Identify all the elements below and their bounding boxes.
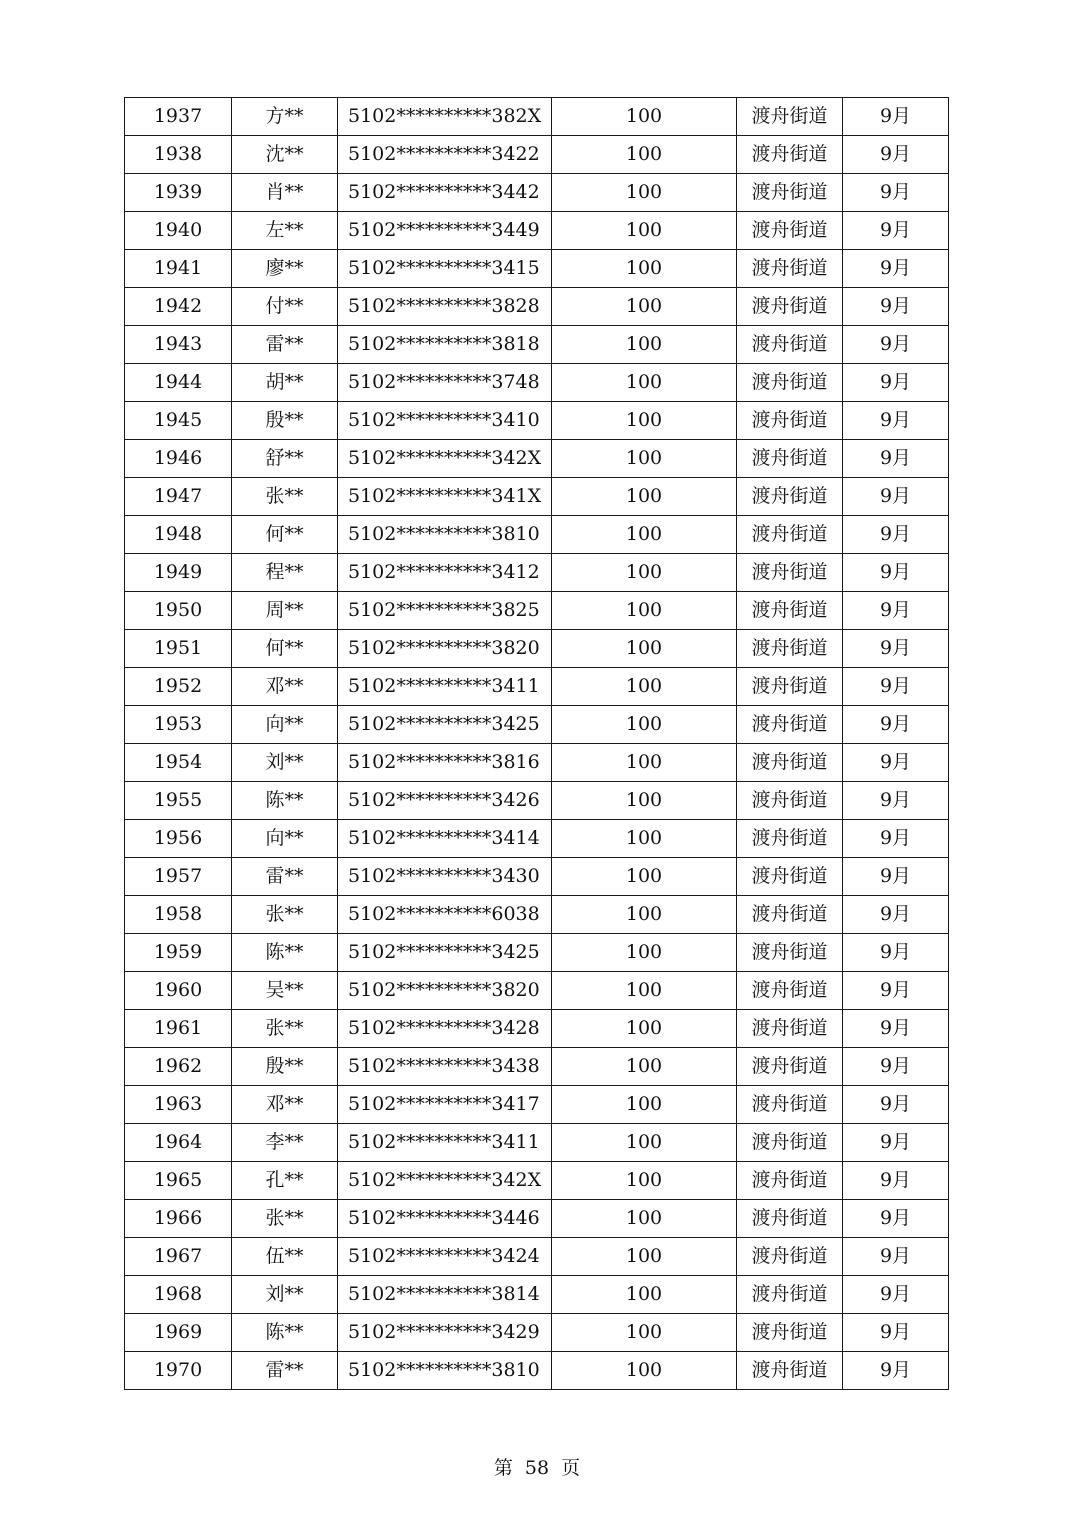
table-row — [125, 782, 949, 820]
name-cell: 向** — [232, 706, 338, 744]
amount-cell: 100 — [552, 1314, 737, 1352]
id-number-cell: 5102**********3429 — [338, 1314, 552, 1352]
name-cell: 刘** — [232, 1276, 338, 1314]
month-cell: 9月 — [843, 136, 949, 174]
serial-number-cell: 1965 — [125, 1162, 232, 1200]
serial-number-cell: 1940 — [125, 212, 232, 250]
month-cell: 9月 — [843, 288, 949, 326]
name-cell: 吴** — [232, 972, 338, 1010]
month-cell: 9月 — [843, 592, 949, 630]
month-cell: 9月 — [843, 364, 949, 402]
name-cell: 伍** — [232, 1238, 338, 1276]
name-cell: 周** — [232, 592, 338, 630]
table-row — [125, 1162, 949, 1200]
table-row — [125, 516, 949, 554]
serial-number-cell: 1938 — [125, 136, 232, 174]
id-number-cell: 5102**********3828 — [338, 288, 552, 326]
serial-number-cell: 1949 — [125, 554, 232, 592]
street-cell: 渡舟街道 — [737, 630, 843, 668]
id-number-cell: 5102**********3810 — [338, 1352, 552, 1390]
table-row — [125, 402, 949, 440]
serial-number-cell: 1967 — [125, 1238, 232, 1276]
serial-number-cell: 1939 — [125, 174, 232, 212]
amount-cell: 100 — [552, 478, 737, 516]
name-cell: 肖** — [232, 174, 338, 212]
table-row — [125, 440, 949, 478]
amount-cell: 100 — [552, 174, 737, 212]
street-cell: 渡舟街道 — [737, 440, 843, 478]
table-row — [125, 1238, 949, 1276]
month-cell: 9月 — [843, 668, 949, 706]
amount-cell: 100 — [552, 896, 737, 934]
id-number-cell: 5102**********3410 — [338, 402, 552, 440]
month-cell: 9月 — [843, 1314, 949, 1352]
street-cell: 渡舟街道 — [737, 478, 843, 516]
table-row — [125, 212, 949, 250]
month-cell: 9月 — [843, 326, 949, 364]
table-row — [125, 972, 949, 1010]
street-cell: 渡舟街道 — [737, 136, 843, 174]
serial-number-cell: 1953 — [125, 706, 232, 744]
month-cell: 9月 — [843, 212, 949, 250]
table-row — [125, 1048, 949, 1086]
serial-number-cell: 1943 — [125, 326, 232, 364]
month-cell: 9月 — [843, 1200, 949, 1238]
month-cell: 9月 — [843, 782, 949, 820]
name-cell: 舒** — [232, 440, 338, 478]
street-cell: 渡舟街道 — [737, 1314, 843, 1352]
name-cell: 孔** — [232, 1162, 338, 1200]
id-number-cell: 5102**********3818 — [338, 326, 552, 364]
name-cell: 廖** — [232, 250, 338, 288]
street-cell: 渡舟街道 — [737, 896, 843, 934]
street-cell: 渡舟街道 — [737, 1010, 843, 1048]
serial-number-cell: 1959 — [125, 934, 232, 972]
name-cell: 张** — [232, 896, 338, 934]
name-cell: 付** — [232, 288, 338, 326]
id-number-cell: 5102**********3430 — [338, 858, 552, 896]
id-number-cell: 5102**********3825 — [338, 592, 552, 630]
amount-cell: 100 — [552, 782, 737, 820]
name-cell: 张** — [232, 478, 338, 516]
serial-number-cell: 1963 — [125, 1086, 232, 1124]
serial-number-cell: 1951 — [125, 630, 232, 668]
street-cell: 渡舟街道 — [737, 1238, 843, 1276]
table-row — [125, 630, 949, 668]
amount-cell: 100 — [552, 554, 737, 592]
street-cell: 渡舟街道 — [737, 516, 843, 554]
id-number-cell: 5102**********3411 — [338, 1124, 552, 1162]
serial-number-cell: 1944 — [125, 364, 232, 402]
name-cell: 殷** — [232, 402, 338, 440]
id-number-cell: 5102**********3814 — [338, 1276, 552, 1314]
month-cell: 9月 — [843, 478, 949, 516]
amount-cell: 100 — [552, 98, 737, 136]
id-number-cell: 5102**********3426 — [338, 782, 552, 820]
id-number-cell: 5102**********3414 — [338, 820, 552, 858]
amount-cell: 100 — [552, 212, 737, 250]
id-number-cell: 5102**********3415 — [338, 250, 552, 288]
table-row — [125, 1010, 949, 1048]
month-cell: 9月 — [843, 516, 949, 554]
id-number-cell: 5102**********382X — [338, 98, 552, 136]
month-cell: 9月 — [843, 250, 949, 288]
amount-cell: 100 — [552, 136, 737, 174]
table-row — [125, 478, 949, 516]
table-row — [125, 1276, 949, 1314]
name-cell: 刘** — [232, 744, 338, 782]
name-cell: 邓** — [232, 1086, 338, 1124]
amount-cell: 100 — [552, 630, 737, 668]
street-cell: 渡舟街道 — [737, 326, 843, 364]
month-cell: 9月 — [843, 858, 949, 896]
amount-cell: 100 — [552, 1162, 737, 1200]
id-number-cell: 5102**********3820 — [338, 630, 552, 668]
id-number-cell: 5102**********3412 — [338, 554, 552, 592]
amount-cell: 100 — [552, 326, 737, 364]
amount-cell: 100 — [552, 1010, 737, 1048]
roster-table — [124, 97, 949, 1390]
table-row — [125, 820, 949, 858]
month-cell: 9月 — [843, 744, 949, 782]
month-cell: 9月 — [843, 1124, 949, 1162]
street-cell: 渡舟街道 — [737, 706, 843, 744]
id-number-cell: 5102**********3820 — [338, 972, 552, 1010]
serial-number-cell: 1950 — [125, 592, 232, 630]
name-cell: 程** — [232, 554, 338, 592]
serial-number-cell: 1955 — [125, 782, 232, 820]
street-cell: 渡舟街道 — [737, 212, 843, 250]
amount-cell: 100 — [552, 288, 737, 326]
month-cell: 9月 — [843, 630, 949, 668]
table-row — [125, 288, 949, 326]
amount-cell: 100 — [552, 516, 737, 554]
serial-number-cell: 1947 — [125, 478, 232, 516]
amount-cell: 100 — [552, 858, 737, 896]
street-cell: 渡舟街道 — [737, 554, 843, 592]
table-row — [125, 934, 949, 972]
amount-cell: 100 — [552, 592, 737, 630]
serial-number-cell: 1945 — [125, 402, 232, 440]
serial-number-cell: 1970 — [125, 1352, 232, 1390]
roster-body — [125, 98, 949, 1390]
table-row — [125, 136, 949, 174]
street-cell: 渡舟街道 — [737, 174, 843, 212]
name-cell: 雷** — [232, 326, 338, 364]
serial-number-cell: 1968 — [125, 1276, 232, 1314]
street-cell: 渡舟街道 — [737, 782, 843, 820]
amount-cell: 100 — [552, 1048, 737, 1086]
month-cell: 9月 — [843, 440, 949, 478]
table-row — [125, 744, 949, 782]
table-row — [125, 364, 949, 402]
amount-cell: 100 — [552, 1086, 737, 1124]
serial-number-cell: 1957 — [125, 858, 232, 896]
table-row — [125, 858, 949, 896]
amount-cell: 100 — [552, 1124, 737, 1162]
id-number-cell: 5102**********3411 — [338, 668, 552, 706]
street-cell: 渡舟街道 — [737, 1086, 843, 1124]
name-cell: 张** — [232, 1200, 338, 1238]
street-cell: 渡舟街道 — [737, 288, 843, 326]
street-cell: 渡舟街道 — [737, 972, 843, 1010]
serial-number-cell: 1960 — [125, 972, 232, 1010]
month-cell: 9月 — [843, 1352, 949, 1390]
id-number-cell: 5102**********3816 — [338, 744, 552, 782]
serial-number-cell: 1954 — [125, 744, 232, 782]
month-cell: 9月 — [843, 1238, 949, 1276]
table-row — [125, 1086, 949, 1124]
month-cell: 9月 — [843, 1048, 949, 1086]
id-number-cell: 5102**********3417 — [338, 1086, 552, 1124]
month-cell: 9月 — [843, 554, 949, 592]
name-cell: 张** — [232, 1010, 338, 1048]
page-number: 58 — [524, 1457, 550, 1479]
month-cell: 9月 — [843, 1086, 949, 1124]
amount-cell: 100 — [552, 402, 737, 440]
table-row — [125, 1352, 949, 1390]
street-cell: 渡舟街道 — [737, 98, 843, 136]
serial-number-cell: 1969 — [125, 1314, 232, 1352]
id-number-cell: 5102**********3446 — [338, 1200, 552, 1238]
month-cell: 9月 — [843, 706, 949, 744]
street-cell: 渡舟街道 — [737, 858, 843, 896]
table-row — [125, 326, 949, 364]
name-cell: 雷** — [232, 1352, 338, 1390]
id-number-cell: 5102**********342X — [338, 440, 552, 478]
serial-number-cell: 1946 — [125, 440, 232, 478]
table-row — [125, 896, 949, 934]
street-cell: 渡舟街道 — [737, 402, 843, 440]
table-row — [125, 98, 949, 136]
name-cell: 左** — [232, 212, 338, 250]
id-number-cell: 5102**********3422 — [338, 136, 552, 174]
name-cell: 陈** — [232, 782, 338, 820]
name-cell: 向** — [232, 820, 338, 858]
name-cell: 沈** — [232, 136, 338, 174]
month-cell: 9月 — [843, 1162, 949, 1200]
street-cell: 渡舟街道 — [737, 1124, 843, 1162]
amount-cell: 100 — [552, 250, 737, 288]
serial-number-cell: 1937 — [125, 98, 232, 136]
serial-number-cell: 1952 — [125, 668, 232, 706]
name-cell: 何** — [232, 630, 338, 668]
month-cell: 9月 — [843, 972, 949, 1010]
id-number-cell: 5102**********3449 — [338, 212, 552, 250]
amount-cell: 100 — [552, 1352, 737, 1390]
serial-number-cell: 1941 — [125, 250, 232, 288]
table-row — [125, 1124, 949, 1162]
id-number-cell: 5102**********3810 — [338, 516, 552, 554]
serial-number-cell: 1962 — [125, 1048, 232, 1086]
name-cell: 何** — [232, 516, 338, 554]
month-cell: 9月 — [843, 98, 949, 136]
amount-cell: 100 — [552, 706, 737, 744]
serial-number-cell: 1958 — [125, 896, 232, 934]
month-cell: 9月 — [843, 820, 949, 858]
amount-cell: 100 — [552, 668, 737, 706]
street-cell: 渡舟街道 — [737, 1352, 843, 1390]
table-row — [125, 250, 949, 288]
month-cell: 9月 — [843, 1276, 949, 1314]
amount-cell: 100 — [552, 1200, 737, 1238]
month-cell: 9月 — [843, 1010, 949, 1048]
street-cell: 渡舟街道 — [737, 592, 843, 630]
amount-cell: 100 — [552, 744, 737, 782]
page-footer-prefix: 第 — [493, 1457, 513, 1479]
serial-number-cell: 1942 — [125, 288, 232, 326]
name-cell: 邓** — [232, 668, 338, 706]
id-number-cell: 5102**********3748 — [338, 364, 552, 402]
street-cell: 渡舟街道 — [737, 1048, 843, 1086]
id-number-cell: 5102**********3428 — [338, 1010, 552, 1048]
id-number-cell: 5102**********6038 — [338, 896, 552, 934]
name-cell: 胡** — [232, 364, 338, 402]
table-row — [125, 1200, 949, 1238]
street-cell: 渡舟街道 — [737, 820, 843, 858]
id-number-cell: 5102**********3438 — [338, 1048, 552, 1086]
street-cell: 渡舟街道 — [737, 1200, 843, 1238]
amount-cell: 100 — [552, 1276, 737, 1314]
street-cell: 渡舟街道 — [737, 1276, 843, 1314]
table-row — [125, 706, 949, 744]
id-number-cell: 5102**********3425 — [338, 706, 552, 744]
street-cell: 渡舟街道 — [737, 250, 843, 288]
id-number-cell: 5102**********342X — [338, 1162, 552, 1200]
id-number-cell: 5102**********3424 — [338, 1238, 552, 1276]
street-cell: 渡舟街道 — [737, 1162, 843, 1200]
id-number-cell: 5102**********341X — [338, 478, 552, 516]
name-cell: 陈** — [232, 1314, 338, 1352]
month-cell: 9月 — [843, 174, 949, 212]
serial-number-cell: 1964 — [125, 1124, 232, 1162]
amount-cell: 100 — [552, 440, 737, 478]
month-cell: 9月 — [843, 896, 949, 934]
table-row — [125, 174, 949, 212]
name-cell: 方** — [232, 98, 338, 136]
serial-number-cell: 1966 — [125, 1200, 232, 1238]
serial-number-cell: 1948 — [125, 516, 232, 554]
name-cell: 雷** — [232, 858, 338, 896]
table-row — [125, 668, 949, 706]
table-row — [125, 554, 949, 592]
street-cell: 渡舟街道 — [737, 364, 843, 402]
table-row — [125, 592, 949, 630]
amount-cell: 100 — [552, 934, 737, 972]
amount-cell: 100 — [552, 820, 737, 858]
name-cell: 陈** — [232, 934, 338, 972]
amount-cell: 100 — [552, 972, 737, 1010]
street-cell: 渡舟街道 — [737, 668, 843, 706]
month-cell: 9月 — [843, 402, 949, 440]
amount-cell: 100 — [552, 1238, 737, 1276]
serial-number-cell: 1961 — [125, 1010, 232, 1048]
street-cell: 渡舟街道 — [737, 934, 843, 972]
id-number-cell: 5102**********3442 — [338, 174, 552, 212]
id-number-cell: 5102**********3425 — [338, 934, 552, 972]
table-row — [125, 1314, 949, 1352]
amount-cell: 100 — [552, 364, 737, 402]
page-footer — [0, 1456, 1074, 1480]
name-cell: 李** — [232, 1124, 338, 1162]
name-cell: 殷** — [232, 1048, 338, 1086]
serial-number-cell: 1956 — [125, 820, 232, 858]
page-footer-suffix: 页 — [561, 1457, 581, 1479]
street-cell: 渡舟街道 — [737, 744, 843, 782]
month-cell: 9月 — [843, 934, 949, 972]
